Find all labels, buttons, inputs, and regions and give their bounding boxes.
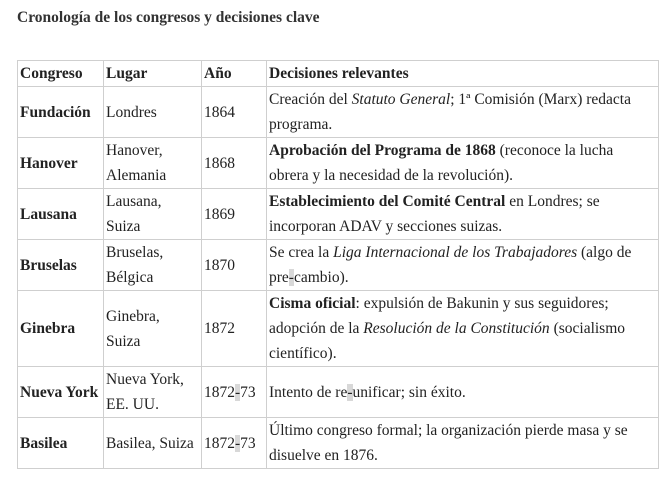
decision-cell [267, 291, 659, 367]
table-row [18, 418, 659, 469]
decision-text: Intento de re [269, 383, 348, 401]
decision-text: unificar; sin éxito. [352, 383, 466, 401]
column-header-lugar: Lugar [104, 61, 202, 87]
location-line: Nueva York, [106, 371, 184, 388]
decision-text: cambio). [293, 269, 349, 286]
year-cell [202, 291, 267, 367]
location-line: Suiza [106, 332, 141, 350]
decision-text: : expulsión de Bakunin y sus seguidores; adopción de la [269, 295, 609, 337]
location-line: Basilea, Suiza [106, 434, 194, 452]
year-cell [202, 367, 267, 418]
decision-text: - [347, 383, 353, 401]
location-line: Suiza [106, 218, 141, 235]
page-title: Cronología de los congresos y decisiones clave [17, 9, 320, 26]
decision-text: Último congreso formal; la organización pierde masa y se disuelve en 1876. [269, 422, 628, 464]
table-body [18, 87, 659, 469]
location-cell [104, 240, 202, 291]
location-line: Bruselas, [106, 244, 164, 261]
location-line: EE. UU. [106, 396, 159, 413]
column-header-decisiones: Decisiones relevantes [267, 61, 659, 87]
congress-name-cell: Basilea [18, 418, 104, 469]
location-cell [104, 418, 202, 469]
congress-name-cell: Hanover [18, 138, 104, 189]
location-line: Londres [106, 103, 157, 121]
decision-title-italic: Resolución de la Constitución [363, 320, 550, 337]
decision-text: ; 1ª Comisión (Marx) redacta programa. [269, 91, 631, 133]
decision-cell [267, 367, 659, 418]
year-cell [202, 189, 267, 240]
table-row [18, 367, 659, 418]
year-segment: 1872 [204, 383, 235, 401]
location-line: Alemania [106, 167, 167, 184]
column-header-anio: Año [202, 61, 267, 87]
table-row [18, 87, 659, 138]
location-line: Hanover, [106, 142, 163, 159]
table-row [18, 189, 659, 240]
decision-cell [267, 240, 659, 291]
year-segment: 73 [240, 383, 256, 401]
year-segment: - [235, 383, 241, 401]
congress-name-cell: Nueva York [18, 367, 104, 418]
year-segment: - [235, 434, 241, 452]
decision-title-italic: Liga Internacional de los Trabajadores [333, 244, 578, 261]
location-cell [104, 189, 202, 240]
location-cell [104, 138, 202, 189]
congress-name-cell: Ginebra [18, 291, 104, 367]
location-cell [104, 367, 202, 418]
year-segment: 1864 [204, 103, 235, 121]
congress-name-cell: Fundación [18, 87, 104, 138]
year-cell [202, 418, 267, 469]
decision-text: Se crea la [269, 244, 334, 261]
decision-text: Creación del [269, 91, 352, 108]
decision-cell [267, 418, 659, 469]
decision-cell [267, 189, 659, 240]
decision-emphasis: Cisma oficial [269, 295, 356, 312]
year-cell [202, 87, 267, 138]
year-cell [202, 138, 267, 189]
decision-text: (reconoce la lucha obrera y la necesidad de la revolución). [269, 142, 614, 184]
decision-emphasis: Aprobación del Programa de 1868 [269, 142, 496, 159]
year-segment: 1872 [204, 320, 235, 337]
decision-title-italic: Statuto General [351, 91, 451, 108]
decision-text: en Londres; se incorporan ADAV y secciones suizas. [269, 193, 600, 235]
congress-name-cell: Lausana [18, 189, 104, 240]
location-cell [104, 87, 202, 138]
year-segment: 1870 [204, 256, 235, 274]
decision-text: (socialismo científico). [269, 320, 626, 362]
decision-cell [267, 138, 659, 189]
table-row [18, 138, 659, 189]
decision-text: - [288, 269, 294, 286]
decision-emphasis: Establecimiento del Comité Central [269, 193, 506, 210]
year-segment: 73 [240, 434, 256, 452]
year-segment: 1869 [204, 205, 235, 223]
year-segment: 1868 [204, 154, 235, 172]
column-header-congreso: Congreso [18, 61, 104, 87]
location-line: Lausana, [106, 193, 162, 210]
congress-timeline-table [17, 60, 659, 469]
table-row [18, 240, 659, 291]
decision-cell [267, 87, 659, 138]
table-header-row [18, 61, 659, 87]
table-row [18, 291, 659, 367]
year-segment: 1872 [204, 434, 235, 452]
decision-text: (algo de pre [269, 244, 632, 286]
location-line: Bélgica [106, 269, 154, 286]
year-cell [202, 240, 267, 291]
location-line: Ginebra, [106, 307, 160, 325]
congress-name-cell: Bruselas [18, 240, 104, 291]
location-cell [104, 291, 202, 367]
